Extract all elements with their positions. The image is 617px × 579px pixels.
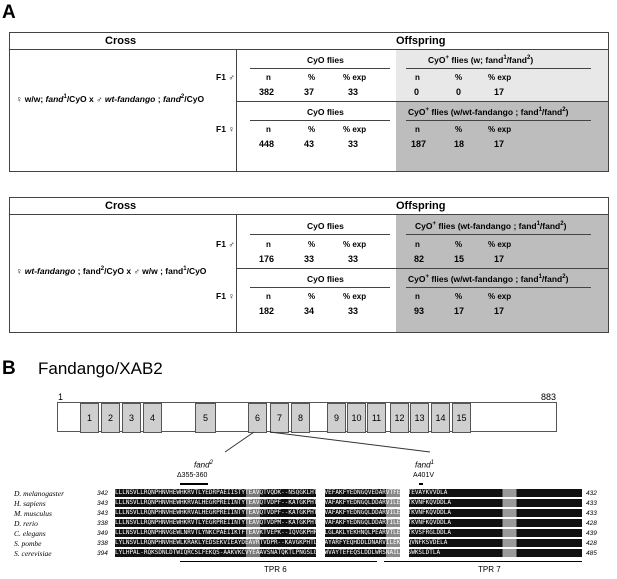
value-pct: 0 bbox=[456, 87, 462, 97]
tpr-domain: 5 bbox=[195, 403, 216, 433]
value-n: 82 bbox=[414, 254, 425, 264]
end-residue: 883 bbox=[541, 392, 557, 402]
value-exp: 17 bbox=[494, 306, 505, 316]
tpr6-bracket bbox=[180, 561, 377, 562]
tpr7-label: TPR 7 bbox=[478, 565, 501, 574]
col-exp: % exp bbox=[343, 240, 367, 249]
fand1-mutation: A401V bbox=[413, 472, 435, 479]
start-residue: 1 bbox=[58, 392, 64, 402]
col-exp: % exp bbox=[488, 125, 512, 134]
seq-end: 428 bbox=[586, 540, 597, 547]
col-pct: % bbox=[308, 125, 316, 134]
tpr-domain: 4 bbox=[143, 403, 162, 433]
value-n: 448 bbox=[259, 139, 275, 149]
fand2-deletion: Δ355-360 bbox=[177, 472, 208, 479]
seq-start: 343 bbox=[97, 500, 108, 507]
col-n: n bbox=[415, 73, 420, 82]
col-pct: % bbox=[308, 292, 316, 301]
tpr-domain: 2 bbox=[101, 403, 120, 433]
seq-start: 342 bbox=[97, 490, 108, 497]
tpr-domain: 9 bbox=[327, 403, 346, 433]
panel-b-letter: B bbox=[2, 358, 16, 379]
value-pct: 15 bbox=[454, 254, 465, 264]
cyo-flies-label: CyO flies bbox=[307, 107, 344, 117]
cross-genotype: ♀ w/w; fand$^1$/CyO x ♂ wt-fandango ; fand$^2$/CyO bbox=[16, 94, 205, 104]
col-pct: % bbox=[308, 73, 316, 82]
offspring-header: Offspring bbox=[396, 35, 446, 47]
tpr-domain: 11 bbox=[367, 403, 386, 433]
cyo-flies-label: CyO flies bbox=[307, 221, 344, 231]
value-n: 93 bbox=[414, 306, 425, 316]
col-n: n bbox=[415, 240, 420, 249]
cyo-plus-label: CyO+ flies (w/wt-fandango ; fand$^1$/fand$^2$) bbox=[408, 107, 569, 117]
tpr-domain: 15 bbox=[452, 403, 471, 433]
cross-genotype: ♀ wt-fandango ; fand$^2$/CyO x ♂ w/w ; fand$^1$/CyO bbox=[16, 266, 207, 276]
sequence: LLLNSVLLRQNPHNVHEWHKRVALHEGRPREIINTYTEAVQTVDPF--KATGKPHTLWVAFAKFYEDNGQLDDARVILEKATKVNFKQVDDLA bbox=[115, 509, 451, 516]
value-pct: 43 bbox=[304, 139, 315, 149]
panel-a-letter: A bbox=[2, 2, 16, 23]
seq-start: 349 bbox=[97, 530, 108, 537]
value-n: 176 bbox=[259, 254, 275, 264]
seq-end: 433 bbox=[586, 500, 597, 507]
seq-end: 433 bbox=[586, 510, 597, 517]
col-n: n bbox=[415, 125, 420, 134]
fand1-bar bbox=[419, 483, 423, 485]
value-pct: 17 bbox=[454, 306, 465, 316]
value-pct: 37 bbox=[304, 87, 315, 97]
tpr-domain: 6 bbox=[248, 403, 267, 433]
tpr-domain: 10 bbox=[347, 403, 366, 433]
col-exp: % exp bbox=[343, 73, 367, 82]
sequence: LYLHPAL-RQKSDNLDTWIQRCSLFEKQS-AAKVKCVYEAAVSNATQKTLPNGSLGKLWVAYTEFEQSLDDLWRSNAILSQSWKSLDTLA bbox=[115, 549, 441, 556]
species-name: M. musculus bbox=[14, 509, 52, 518]
tpr-domain: 14 bbox=[431, 403, 450, 433]
value-exp: 33 bbox=[348, 139, 359, 149]
sex-label: F1 ♂ bbox=[216, 239, 235, 249]
col-n: n bbox=[415, 292, 420, 301]
sequence: LLLNSVLLRQNPHNVHEWHKRVALHEGRPREIINTYTEAVQTVDPF--KATGKPHTLWVAFAKFYEDNGQLDDARVILEKATKVNFKQVDDLA bbox=[115, 499, 451, 506]
col-n: n bbox=[266, 73, 271, 82]
value-exp: 17 bbox=[494, 87, 505, 97]
seq-end: 485 bbox=[586, 550, 597, 557]
sequence: LLLNSVLLRQNPHNVGEWLNRVTLYNKCPAEIIKTFTEAVKTVEPK--IQVGKPHRLWLGLAKLYEKHNQLPEARVTLERATKVSFRGLDDLA bbox=[115, 529, 451, 536]
sex-label: F1 ♀ bbox=[216, 124, 235, 134]
value-exp: 33 bbox=[348, 254, 359, 264]
sequence: LLLNSVLLRQNPHNVHEWHKRVTLYEGRPREIINTYTEAVQTVDPM--KATGKPHTLWVAFAKFYEDNGQLDDARTILEKATKVNFKQVDDLA bbox=[115, 519, 451, 526]
protein-title: Fandango/XAB2 bbox=[38, 359, 163, 378]
col-n: n bbox=[266, 240, 271, 249]
species-name: C. elegans bbox=[14, 529, 46, 538]
tpr-domain: 13 bbox=[410, 403, 429, 433]
cyo-plus-label: CyO+ flies (w/wt-fandango ; fand$^1$/fand$^2$) bbox=[408, 274, 569, 284]
col-pct: % bbox=[455, 73, 463, 82]
sex-label: F1 ♀ bbox=[216, 291, 235, 301]
value-exp: 17 bbox=[494, 254, 505, 264]
value-exp: 33 bbox=[348, 87, 359, 97]
cyo-plus-label: CyO+ flies (w; fand$^1$/fand$^2$) bbox=[428, 55, 534, 65]
fand2-bar bbox=[180, 483, 208, 485]
tpr7-bracket bbox=[384, 561, 582, 562]
col-pct: % bbox=[308, 240, 316, 249]
seq-end: 428 bbox=[586, 520, 597, 527]
col-n: n bbox=[266, 125, 271, 134]
seq-start: 338 bbox=[97, 520, 108, 527]
seq-start: 338 bbox=[97, 540, 108, 547]
seq-start: 343 bbox=[97, 510, 108, 517]
species-name: S. pombe bbox=[14, 539, 42, 548]
species-name: D. melanogaster bbox=[14, 489, 64, 498]
col-pct: % bbox=[455, 125, 463, 134]
col-exp: % exp bbox=[343, 292, 367, 301]
species-name: S. cerevisiae bbox=[14, 549, 52, 558]
value-exp: 17 bbox=[494, 139, 505, 149]
value-n: 187 bbox=[411, 139, 427, 149]
col-exp: % exp bbox=[488, 292, 512, 301]
value-n: 182 bbox=[259, 306, 275, 316]
tpr-domain: 7 bbox=[270, 403, 289, 433]
cross-header: Cross bbox=[105, 200, 137, 212]
cyo-flies-label: CyO flies bbox=[307, 274, 344, 284]
value-pct: 33 bbox=[304, 254, 315, 264]
value-pct: 34 bbox=[304, 306, 315, 316]
col-pct: % bbox=[455, 240, 463, 249]
tpr6-label: TPR 6 bbox=[264, 565, 287, 574]
sex-label: F1 ♂ bbox=[216, 72, 235, 82]
seq-end: 439 bbox=[586, 530, 597, 537]
seq-start: 394 bbox=[97, 550, 108, 557]
fand1-label: fand$^1$ bbox=[415, 460, 434, 470]
seq-end: 432 bbox=[586, 490, 597, 497]
sequence: LLLNSVLLRQNPHNVHEWHKRVTLYEDRPAEIISTYTEAVQTVQDK--NSQGKLHTLWVEFAKFYEDNGQVEDARVTFERGTEVAYKVVDLA bbox=[115, 489, 448, 496]
col-exp: % exp bbox=[488, 73, 512, 82]
value-n: 0 bbox=[414, 87, 420, 97]
cyo-plus-label: CyO+ flies (wt-fandango ; fand$^1$/fand$^2$) bbox=[415, 221, 567, 231]
col-exp: % exp bbox=[343, 125, 367, 134]
value-n: 382 bbox=[259, 87, 275, 97]
species-name: H. sapiens bbox=[14, 499, 46, 508]
tpr-domain: 1 bbox=[80, 403, 99, 433]
tpr-domain: 3 bbox=[122, 403, 141, 433]
col-n: n bbox=[266, 292, 271, 301]
cyo-flies-label: CyO flies bbox=[307, 55, 344, 65]
value-exp: 33 bbox=[348, 306, 359, 316]
species-name: D. rerio bbox=[14, 519, 38, 528]
offspring-header: Offspring bbox=[396, 200, 446, 212]
col-exp: % exp bbox=[488, 240, 512, 249]
tpr-domain: 8 bbox=[291, 403, 310, 433]
cross-header: Cross bbox=[105, 35, 137, 47]
fand2-label: fand$^2$ bbox=[194, 460, 213, 470]
value-pct: 18 bbox=[454, 139, 465, 149]
tpr-domain: 12 bbox=[390, 403, 409, 433]
sequence: LYLNSVLLRQNPHNVHEWLKRAKLYEDSEKVIEAYDEAVRTVDPR--KAVGKPHTLWVAYARFYEQHDDLDNARVILEKATQVNFKSVDELA bbox=[115, 539, 448, 546]
col-pct: % bbox=[455, 292, 463, 301]
